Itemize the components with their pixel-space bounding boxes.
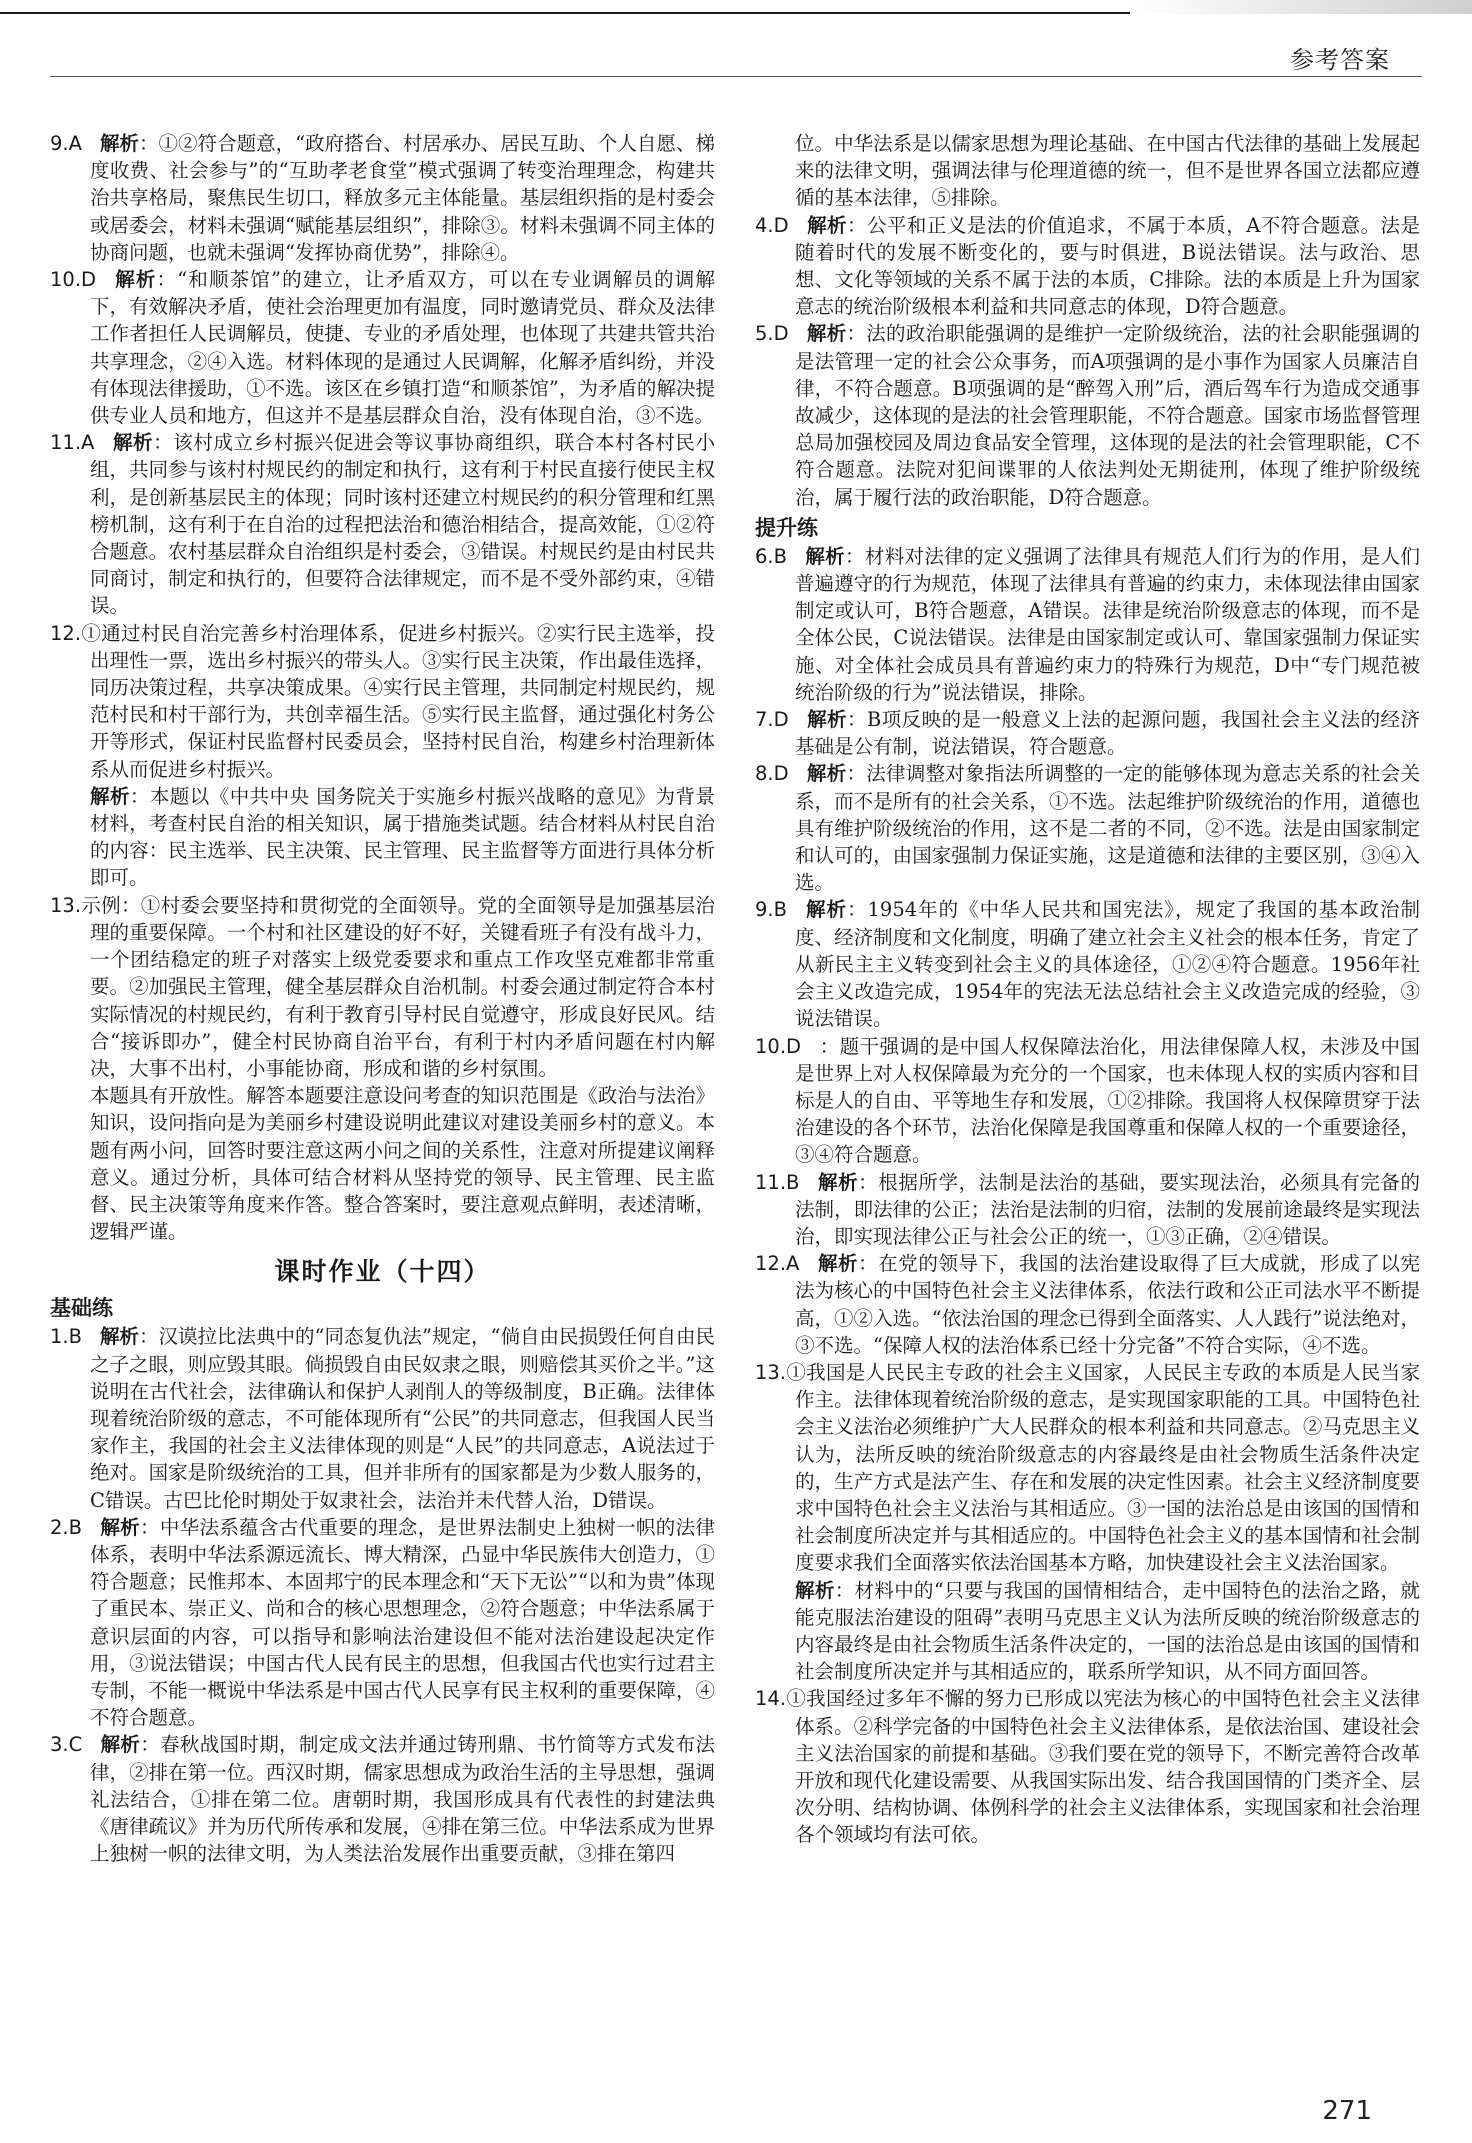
answer-item — [755, 212, 1420, 321]
question-number: 13. — [50, 893, 82, 917]
answer-choice: D — [773, 213, 789, 237]
answer-choice: C — [68, 1733, 83, 1757]
analysis-label: 解析 — [806, 213, 848, 237]
answer-text: ：中华法系蕴含古代重要的理念，是世界法制史上独树一帜的法律体系，表明中华法系源远流长、博大精深，凸显中华民族伟大创造力，①符合题意；民惟邦本、本固邦宁的民本理念和“天下无讼”“以和为贵”体现了重民本、崇正义、尚和合的核心思想理念，②符合题意；中华法系属于意识层面的内容，可以指导和影响法治建设但不能对法治建设起决定作用，③说法错误；中国古代人民有民主的思想，但我国古代也实行过君主专制，不能一概说中华法系是中国古代人民享有民主权利的重要保障，④不符合题意。 — [90, 1515, 715, 1730]
answer-item — [50, 266, 715, 429]
answer-item — [755, 543, 1420, 706]
answer-text: ：在党的领导下，我国的法治建设取得了巨大成就，形成了以宪法为核心的中国特色社会主义法律体系，依法行政和公正司法水平不断提高，①②入选。“依法治国的理念已得到全面落实、人人践行”说法绝对，③不选。“保障人权的法治体系已经十分完备”不符合实际，④不选。 — [795, 1252, 1420, 1357]
analysis-label: 解析 — [100, 1325, 140, 1349]
question-number: 7. — [755, 708, 774, 732]
answer-text: ①我国是人民民主专政的社会主义国家，人民民主专政的本质是人民当家作主。法律体现着统治阶级的意志，是实现国家职能的工具。中国特色社会主义法治必须维护广大人民群众的根本利益和共同意志。②马克思主义认为，法所反映的统治阶级意志的内容最终是由社会物质生活条件决定的，生产方式是法产生、存在和发展的决定性因素。社会主义经济制度要求中国特色社会主义法治与其相适应。③一国的法治总是由该国的国情和社会制度所决定并与其相适应的。中国特色社会主义的基本国情和社会制度要求我们全面落实依法治国基本方略，加快建设社会主义法治国家。 — [786, 1360, 1420, 1575]
page-header-title: 参考答案 — [1290, 46, 1390, 74]
question-number: 9. — [755, 898, 774, 922]
question-number: 1. — [50, 1325, 69, 1349]
answer-item — [50, 1731, 715, 1867]
answer-item — [50, 429, 715, 619]
answer-choice: A — [786, 1252, 800, 1276]
answer-item — [755, 760, 1420, 896]
answer-choice: B — [773, 898, 787, 922]
analysis-label: 解析 — [114, 268, 157, 292]
question-number: 9. — [50, 132, 69, 155]
analysis-text: 位。中华法系是以儒家思想为理论基础、在中国古代法律的基础上发展起来的法律文明，强调法律与伦理道德的统一，但不是世界各国立法都应遵循的基本法律，⑤排除。 — [795, 132, 1420, 210]
answer-text: ：1954年的《中华人民共和国宪法》，规定了我国的基本政治制度、经济制度和文化制度，明确了建立社会主义社会的根本任务，肯定了从新民主主义转变到社会主义的具体途径，①②④符合题意。1956年社会主义改造完成，1954年的宪法无法总结社会主义改造完成的经验，③说法错误。 — [795, 898, 1420, 1031]
answer-item — [755, 1250, 1420, 1359]
analysis-text: 本题具有开放性。解答本题要注意设问考查的知识范围是《政治与法治》知识，设问指向是为美丽乡村建设说明此建议对建设美丽乡村的意义。本题有两小问，回答时要注意这两小问之间的关系性，注意对所提建议阐释意义。通过分析，具体可结合材料从坚持党的领导、民主管理、民主监督、民主决策等角度来作答。整合答案时，要注意观点鲜明，表述清晰，逻辑严谨。 — [90, 1084, 715, 1244]
question-number: 12. — [755, 1252, 787, 1276]
analysis-label: 解析 — [795, 1578, 835, 1602]
answer-text: ：春秋战国时期，制定成文法并通过铸刑鼎、书竹简等方式发布法律，②排在第一位。西汉时期，儒家思想成为政治生活的主导思想，强调礼法结合，①排在第二位。唐朝时期，我国形成具有代表性的封建法典《唐律疏议》并为历代所传承和发展，④排在第三位。中华法系成为世界上独树一帜的法律文明，为人类法治发展作出重要贡献，③排在第四 — [90, 1733, 715, 1866]
answer-text: ：法的政治职能强调的是维护一定阶级统治，法的社会职能强调的是法管理一定的社会公众事务，而A项强调的是小事作为国家人员廉洁自律，不符合题意。B项强调的是“醉驾入刑”后，酒后驾车行为造成交通事故减少，这体现的是法的社会管理职能，不符合题意。国家市场监督管理总局加强校园及周边食品安全管理，这体现的是法的社会管理职能，C不符合题意。法院对犯间谍罪的人依法判处无期徒刑，体现了维护阶级统治，属于履行法的政治职能，D符合题意。 — [795, 322, 1420, 509]
answer-text: ①我国经过多年不懈的努力已形成以宪法为核心的中国特色社会主义法律体系。②科学完备的中国特色社会主义法律体系，是依法治国、建设社会主义法治国家的前提和基础。③我们要在党的领导下，不断完善符合改革开放和现代化建设需要、从我国实际出发、结合我国国情的门类齐全、层次分明、结构协调、体例科学的社会主义法律体系，实现国家和社会治理各个领域均有法可依。 — [786, 1687, 1420, 1847]
analysis-text: ：材料中的“只要与我国的国情相结合，走中国特色的法治之路，就能克服法治建设的阻碍”表明马克思主义认为法所反映的统治阶级意志的内容最终是由社会物质生活条件决定的，一国的法治总是由该国的国情和社会制度所决定并与其相适应的，联系所学知识，从不同方面回答。 — [795, 1578, 1420, 1684]
question-number: 12. — [50, 621, 82, 645]
page-number: 271 — [1322, 2096, 1372, 2126]
answer-choice: B — [786, 1170, 800, 1194]
answer-text: ：该村成立乡村振兴促进会等议事协商组织，联合本村各村民小组，共同参与该村村规民约的制定和执行，这有利于村民直接行使民主权利，是创新基层民主的体现；同时该村还建立村规民约的积分管理和红黑榜机制，这有利于在自治的过程把法治和德治相结合，提高效能，①②符合题意。农村基层群众自治组织是村委会，③错误。村规民约是由村民共同商讨，制定和执行的，但要符合法律规定，而不是不受外部约束，④错误。 — [90, 431, 715, 618]
analysis-label: 解析 — [805, 898, 848, 922]
analysis-label: 解析 — [805, 544, 846, 568]
answer-item — [755, 706, 1420, 760]
answer-text: 示例：①村委会要坚持和贯彻党的全面领导。党的全面领导是加强基层治理的重要保障。一个村和社区建设的好不好，关键看班子有没有战斗力，一个团结稳定的班子对落实上级党委要求和重点工作攻坚克难都非常重要。②加强民主管理，健全基层群众自治机制。村委会通过制定符合本村实际情况的村规民约，有利于教育引导村民自觉遵守，形成良好民风。结合“接诉即办”，健全村民协商自治平台，有利于村内矛盾问题在村内解决，大事不出村，小事能协商，形成和谐的乡村氛围。 — [81, 893, 715, 1080]
sub-heading: 提升练 — [755, 515, 818, 540]
analysis-text: ：本题以《中共中央 国务院关于实施乡村振兴战略的意见》为背景材料，考查村民自治的相关知识，属于措施类试题。结合材料从村民自治的内容：民主选举、民主决策、民主管理、民主监督等方面进行具体分析即可。 — [90, 784, 715, 890]
question-number: 10. — [755, 1034, 787, 1058]
answer-item — [50, 1323, 715, 1513]
answer-item — [755, 1169, 1420, 1251]
question-number: 10. — [50, 268, 82, 292]
answer-choice: B — [773, 544, 787, 568]
answer-choice: A — [68, 132, 82, 155]
analysis-paragraph — [50, 783, 715, 892]
section-heading: 课时作业（十四） — [274, 1257, 491, 1287]
answer-choice: D — [81, 268, 97, 292]
analysis-label: 解析 — [100, 1733, 141, 1757]
analysis-label: 解析 — [817, 1170, 859, 1194]
right-column — [755, 130, 1420, 1849]
analysis-label: 解析 — [817, 1252, 859, 1276]
analysis-label: 解析 — [806, 708, 847, 732]
answer-choice: D — [773, 762, 789, 786]
question-number: 13. — [755, 1360, 787, 1384]
answer-text: ：法律调整对象指法所调整的一定的能够体现为意志关系的社会关系，而不是所有的社会关系，①不选。法起维护阶级统治的作用，道德也具有维护阶级统治的作用，这不是二者的不同，②不选。法是由国家制定和认可的，由国家强制力保证实施，这是道德和法律的主要区别，③④入选。 — [795, 762, 1420, 895]
answer-choice: B — [68, 1325, 82, 1349]
answer-item — [50, 620, 715, 783]
header-rule — [50, 76, 1422, 77]
answer-item — [50, 1514, 715, 1732]
answer-choice: B — [68, 1515, 82, 1539]
question-number: 11. — [755, 1170, 787, 1194]
answer-item — [755, 1033, 1420, 1169]
left-column — [50, 130, 715, 1867]
analysis-paragraph — [755, 1577, 1420, 1686]
answer-item — [50, 892, 715, 1082]
answer-item — [50, 130, 715, 266]
question-number: 6. — [755, 544, 774, 568]
question-number: 8. — [755, 762, 774, 786]
answer-text: ：汉谟拉比法典中的“同态复仇法”规定，“倘自由民损毁任何自由民之子之眼，则应毁其眼。倘损毁自由民奴隶之眼，则赔偿其买价之半。”这说明在古代社会，法律确认和保护人剥削人的等级制度，B正确。法律体现着统治阶级的意志，不可能体现所有“公民”的共同意志，但我国人民当家作主，我国的社会主义法律体现的则是“人民”的共同意志，A说法过于绝对。国家是阶级统治的工具，但并非所有的国家都是为少数人服务的，C错误。古巴比伦时期处于奴隶社会，法治并未代替人治，D错误。 — [90, 1325, 715, 1512]
analysis-paragraph — [755, 130, 1420, 212]
analysis-label: 解析 — [100, 1515, 141, 1539]
answer-choice: A — [81, 431, 95, 455]
answer-text: ：根据所学，法制是法治的基础，要实现法治，必须具有完备的法制，即法律的公正；法治是法制的归宿，法制的发展前途最终是实现法治，即实现法律公正与社会公正的统一，①③正确，②④错误。 — [795, 1170, 1420, 1248]
answer-item — [755, 1359, 1420, 1577]
question-number: 5. — [755, 322, 774, 346]
answer-item — [755, 320, 1420, 510]
answer-text: ：公平和正义是法的价值追求，不属于本质，A不符合题意。法是随着时代的发展不断变化的，要与时俱进，B说法错误。法与政治、思想、文化等领域的关系不属于法的本质，C排除。法的本质是上升为国家意志的统治阶级根本利益和共同意志的体现，D符合题意。 — [795, 213, 1420, 319]
question-number: 2. — [50, 1515, 69, 1539]
question-number: 4. — [755, 213, 774, 237]
question-number: 3. — [50, 1733, 69, 1757]
analysis-label: 解析 — [90, 784, 130, 808]
answer-item — [755, 1685, 1420, 1848]
sub-heading: 基础练 — [50, 1296, 113, 1321]
answer-text: ：B项反映的是一般意义上法的起源问题，我国社会主义法的经济基础是公有制，说法错误，符合题意。 — [795, 708, 1420, 759]
analysis-label: 解析 — [806, 762, 847, 786]
analysis-label: 解析 — [99, 132, 140, 155]
answer-choice: D — [773, 708, 789, 732]
answer-item — [755, 896, 1420, 1032]
question-number: 11. — [50, 431, 82, 455]
answer-choice: D — [773, 322, 789, 346]
answer-text: ：题干强调的是中国人权保障法治化，用法律保障人权，未涉及中国是世界上对人权保障最为充分的一个国家，也未体现人权的实质内容和目标是人的自由、平等地生存和发展，①②排除。我国将人权保障贯穿于法治建设的各个环节，法治化保障是我国尊重和保障人权的一个重要途径，③④符合题意。 — [795, 1034, 1420, 1167]
answer-text: ①通过村民自治完善乡村治理体系，促进乡村振兴。②实行民主选举，投出理性一票，选出乡村振兴的带头人。③实行民主决策，作出最佳选择，同历决策过程，共享决策成果。④实行民主管理，共同制定村规民约，规范村民和村干部行为，共创幸福生活。⑤实行民主监督，通过强化村务公开等形式，保证村民监督村民委员会，坚持村民自治，构建乡村治理新体系从而促进乡村振兴。 — [81, 621, 715, 781]
answer-choice: D — [786, 1034, 802, 1058]
analysis-label: 解析 — [806, 322, 847, 346]
analysis-paragraph — [50, 1082, 715, 1245]
question-number: 14. — [755, 1687, 787, 1711]
answer-text: ：①②符合题意，“政府搭台、村居承办、居民互助、个人自愿、梯度收费、社会参与”的“互助孝老食堂”模式强调了转变治理理念，构建共治共享格局，聚焦民生切口，释放多元主体能量。基层组织指的是村委会或居委会，材料未强调“赋能基层组织”，排除③。材料未强调不同主体的协商问题，也就未强调“发挥协商优势”，排除④。 — [90, 132, 715, 264]
analysis-label: 解析 — [112, 431, 154, 455]
answer-text: ：“和顺茶馆”的建立，让矛盾双方，可以在专业调解员的调解下，有效解决矛盾，使社会治理更加有温度，同时邀请党员、群众及法律工作者担任人民调解员，使捷、专业的矛盾处理，也体现了共建共管共治共享理念，②④入选。材料体现的是通过人民调解，化解矛盾纠纷，并没有体现法律援助，①不选。该区在乡镇打造“和顺茶馆”，为矛盾的解决提供专业人员和地方，但这并不是基层群众自治，没有体现自治，③不选。 — [90, 268, 715, 428]
header-shade — [1130, 0, 1472, 14]
answer-text: ：材料对法律的定义强调了法律具有规范人们行为的作用，是人们普遍遵守的行为规范，体现了法律具有普遍的约束力，未体现法律由国家制定或认可，B符合题意，A错误。法律是统治阶级意志的体现，而不是全体公民，C说法错误。法律是由国家制定或认可、靠国家强制力保证实施、对全体社会成员具有普遍约束力的特殊行为规范，D中“专门规范被统治阶级的行为”说法错误，排除。 — [795, 544, 1420, 704]
